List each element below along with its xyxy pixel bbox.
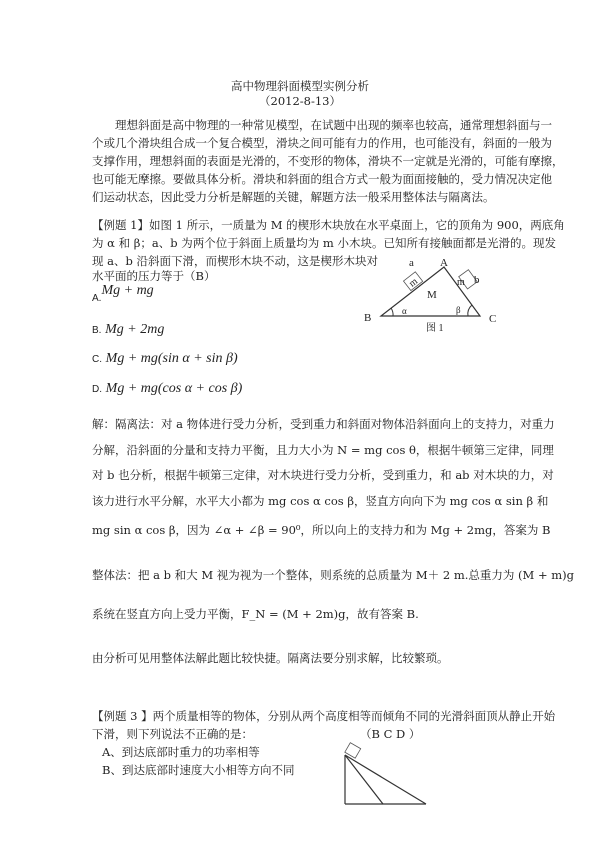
option-label: A. — [92, 293, 102, 304]
example3-line: 【例题 3 】两个质量相等的物体，分别从两个高度相等而倾角不同的光滑斜面顶从静止开始 — [92, 709, 556, 723]
solution-line: 分解，沿斜面的分量和支持力平衡，且力大小为 N = mg cos θ，根据牛顿第三定律，同理 — [92, 443, 554, 457]
option-expr: Mg + mg(sin α + sin β) — [105, 351, 238, 366]
intro-line: 支撑作用，理想斜面的表面是光滑的，不变形的物体，滑块不一定就是光滑的，可能有摩擦， — [92, 154, 564, 168]
block-b-label: m — [457, 277, 465, 288]
option-expr: Mg + mg — [101, 283, 154, 298]
label-beta: β — [456, 305, 461, 315]
example3-line: 下滑，则下列说法不正确的是： — [92, 727, 253, 741]
block-a-label: m — [407, 276, 420, 290]
solution-line: 对 b 也分析，根据牛顿第三定律，对木块进行受力分析，受到重力，和 ab 对木块的力，对 — [92, 468, 554, 482]
example3-answer: （B C D ） — [360, 727, 421, 741]
doc-title: 高中物理斜面模型实例分析 — [231, 79, 369, 93]
option-label: C. — [92, 354, 102, 365]
option-label: B. — [92, 325, 102, 336]
solution-line: 解：隔离法：对 a 物体进行受力分析，受到重力和斜面对物体沿斜面向上的支持力，对重力 — [92, 417, 555, 431]
label-A: A — [440, 257, 448, 269]
example3-option-b: B、到达底部时速度大小相等方向不同 — [102, 763, 295, 777]
example3-option-a: A、到达底部时重力的功率相等 — [102, 745, 260, 759]
block-a — [403, 272, 423, 291]
example1-line: 水平面的压力等于（B） — [92, 269, 216, 283]
solution-line: 系统在竖直方向上受力平衡，F_N = (M + 2m)g，故有答案 B. — [92, 607, 419, 621]
figure-2-slopes — [345, 743, 426, 804]
label-C: C — [489, 313, 497, 325]
option-label: D. — [92, 384, 102, 395]
label-M: M — [427, 289, 437, 301]
label-a: a — [409, 257, 414, 269]
intro-line: 理想斜面是高中物理的一种常见模型，在试题中出现的频率也较高，通常理想斜面与一 — [92, 118, 552, 132]
label-b: b — [474, 274, 480, 286]
intro-line: 个或几个滑块组合成一个复合模型，滑块之间可能有力的作用，也可能没有，斜面的一般为 — [92, 136, 552, 150]
example1-line: 现 a、b 沿斜面下滑，而楔形木块不动，这是楔形木块对 — [92, 254, 379, 268]
solution-line: mg sin α cos β，因为 ∠α + ∠β = 90⁰，所以向上的支持力和为 Mg + 2mg，答案为 B — [92, 523, 551, 537]
option-expr: Mg + 2mg — [105, 322, 165, 337]
solution-line: 该力进行水平分解，水平大小都为 mg cos α cos β，竖直方向向下为 mg cos α sin β 和 — [92, 494, 549, 508]
figure-1-caption: 图 1 — [426, 323, 444, 334]
intro-line: 们运动状态，因此受力分析是解题的关键，解题方法一般采用整体法与隔离法。 — [92, 190, 495, 204]
label-alpha: α — [402, 306, 407, 316]
example1-line: 为 α 和 β；a、b 为两个位于斜面上质量均为 m 小木块。已知所有接触面都是光滑的。现发 — [92, 236, 556, 250]
doc-date: （2012-8-13） — [259, 94, 341, 108]
option-expr: Mg + mg(cos α + cos β) — [105, 381, 243, 396]
solution-line: 由分析可见用整体法解此题比较快捷。隔离法要分别求解，比较繁琐。 — [92, 651, 449, 665]
example1-line: 【例题 1】如图 1 所示，一质量为 M 的楔形木块放在水平桌面上，它的顶角为 900，两底角 — [92, 218, 565, 232]
label-B: B — [364, 312, 372, 324]
solution-line: 整体法：把 a b 和大 M 视为视为一个整体，则系统的总质量为 M＋ 2 m.总重力为 (M + m)g — [92, 568, 575, 582]
intro-line: 也可能无摩擦。要做具体分析。滑块和斜面的组合方式一般为面面接触的，受力情况决定他 — [92, 172, 552, 186]
